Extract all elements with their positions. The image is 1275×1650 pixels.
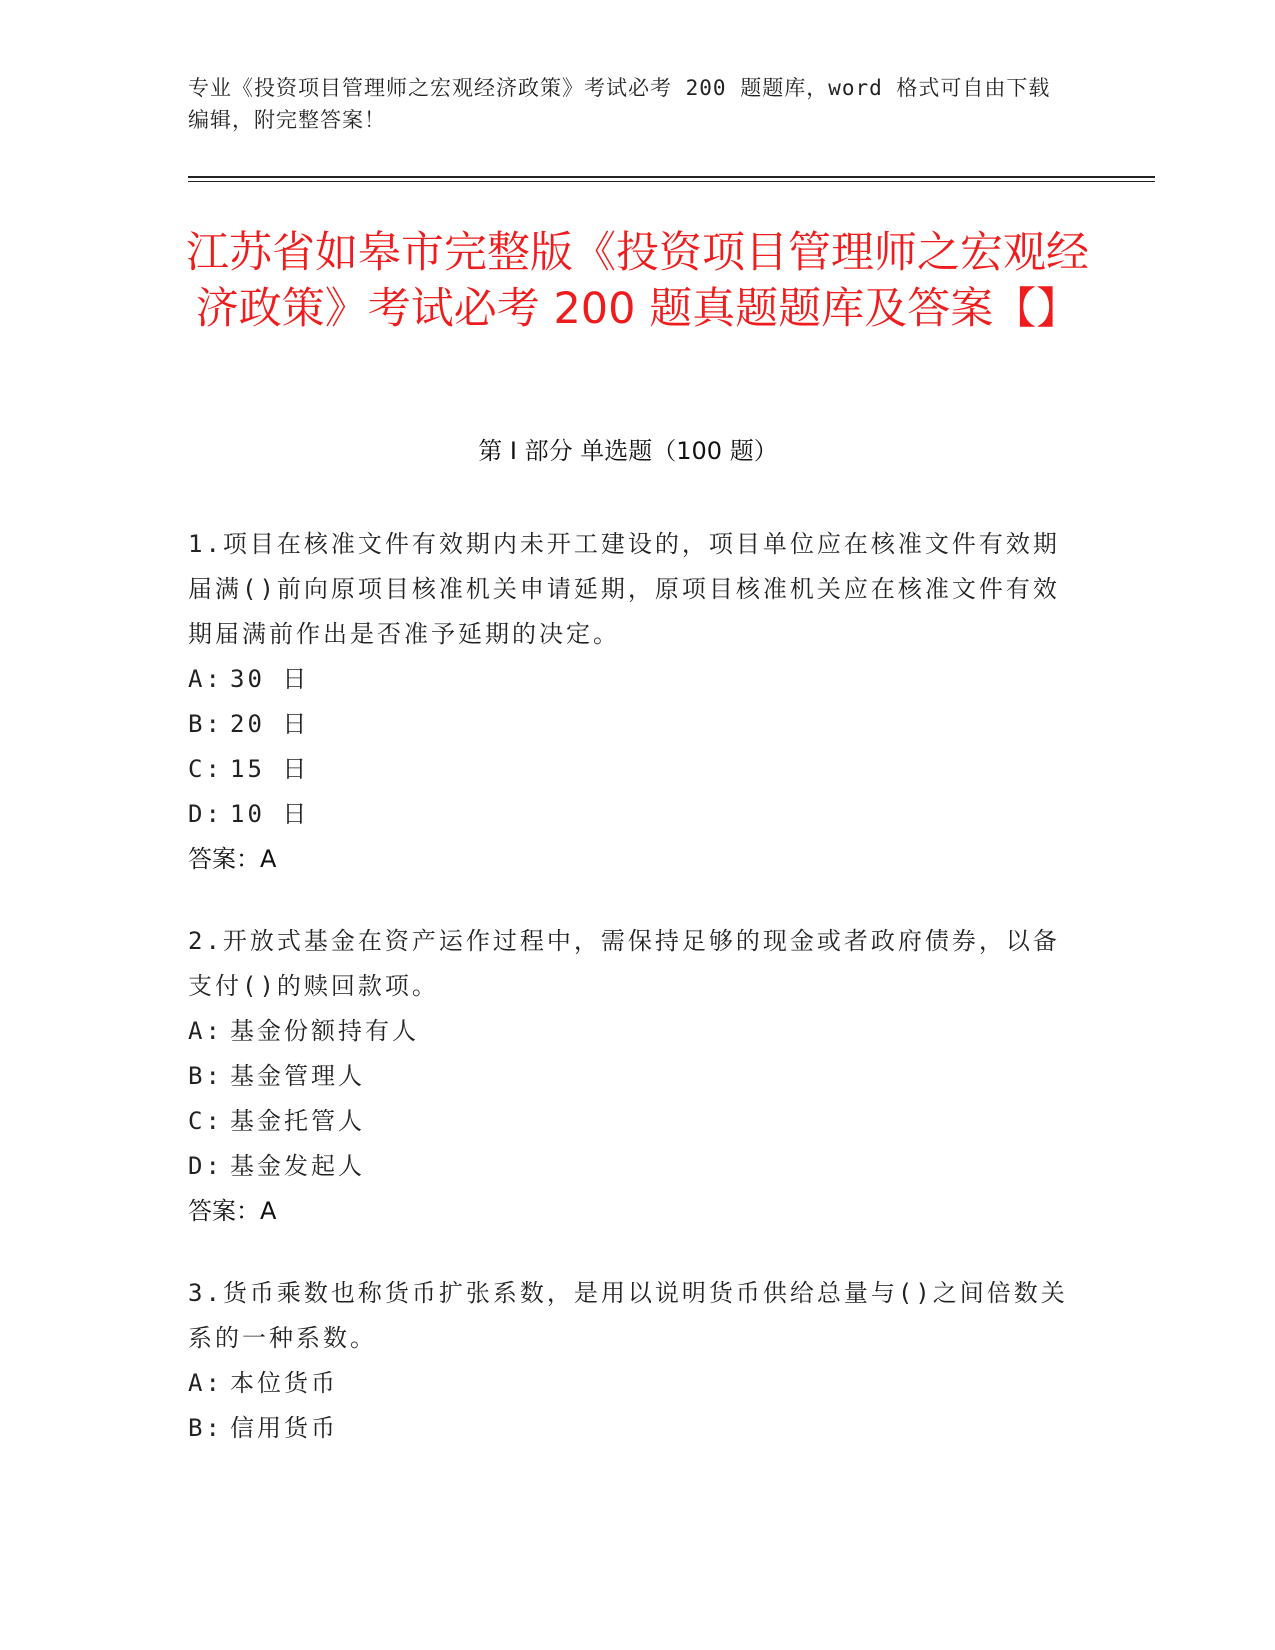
question-text: 2.开放式基金在资产运作过程中，需保持足够的现金或者政府债券，以备支付()的赎回款项。 xyxy=(188,927,1060,1000)
option-label: A: xyxy=(188,1369,223,1397)
question-3 xyxy=(188,1271,1068,1451)
question-1 xyxy=(188,522,1068,882)
option-text: 基金发起人 xyxy=(230,1152,365,1180)
answer: 答案：A xyxy=(188,845,277,873)
option-a xyxy=(188,657,1068,702)
option-b xyxy=(188,702,1068,747)
option-b xyxy=(188,1054,1068,1099)
option-label: C: xyxy=(188,1107,223,1135)
option-c xyxy=(188,747,1068,792)
option-c xyxy=(188,1099,1068,1144)
option-text: 基金托管人 xyxy=(230,1107,365,1135)
option-label: C: xyxy=(188,755,223,783)
question-2 xyxy=(188,919,1068,1234)
option-label: B: xyxy=(188,1414,223,1442)
option-label: A: xyxy=(188,665,223,693)
option-a xyxy=(188,1009,1068,1054)
header-rule-thin xyxy=(188,181,1155,182)
question-text: 3.货币乘数也称货币扩张系数，是用以说明货币供给总量与()之间倍数关系的一种系数。 xyxy=(188,1279,1068,1352)
option-label: D: xyxy=(188,1152,223,1180)
option-b xyxy=(188,1406,1068,1451)
option-d xyxy=(188,792,1068,837)
question-text: 1.项目在核准文件有效期内未开工建设的，项目单位应在核准文件有效期届满()前向原项目核准机关申请延期，原项目核准机关应在核准文件有效期届满前作出是否准予延期的决定。 xyxy=(188,530,1060,648)
option-text: 15 日 xyxy=(230,755,310,783)
answer: 答案：A xyxy=(188,1197,277,1225)
option-text: 基金份额持有人 xyxy=(230,1017,419,1045)
option-text: 基金管理人 xyxy=(230,1062,365,1090)
option-label: A: xyxy=(188,1017,223,1045)
option-a xyxy=(188,1361,1068,1406)
header-note: 专业《投资项目管理师之宏观经济政策》考试必考 200 题题库，word 格式可自由下载编辑，附完整答案！ xyxy=(188,76,1051,132)
option-text: 20 日 xyxy=(230,710,310,738)
option-label: D: xyxy=(188,800,223,828)
question-list xyxy=(188,522,1068,1488)
option-text: 信用货币 xyxy=(230,1414,338,1442)
header-rule-thick xyxy=(188,176,1155,178)
document-title: 江苏省如皋市完整版《投资项目管理师之宏观经济政策》考试必考 200 题真题题库及答案【】 xyxy=(186,228,1089,334)
section-heading: 第 I 部分 单选题（100 题） xyxy=(478,437,778,465)
option-d xyxy=(188,1144,1068,1189)
option-label: B: xyxy=(188,1062,223,1090)
option-text: 30 日 xyxy=(230,665,310,693)
option-text: 10 日 xyxy=(230,800,310,828)
option-label: B: xyxy=(188,710,223,738)
option-text: 本位货币 xyxy=(230,1369,338,1397)
